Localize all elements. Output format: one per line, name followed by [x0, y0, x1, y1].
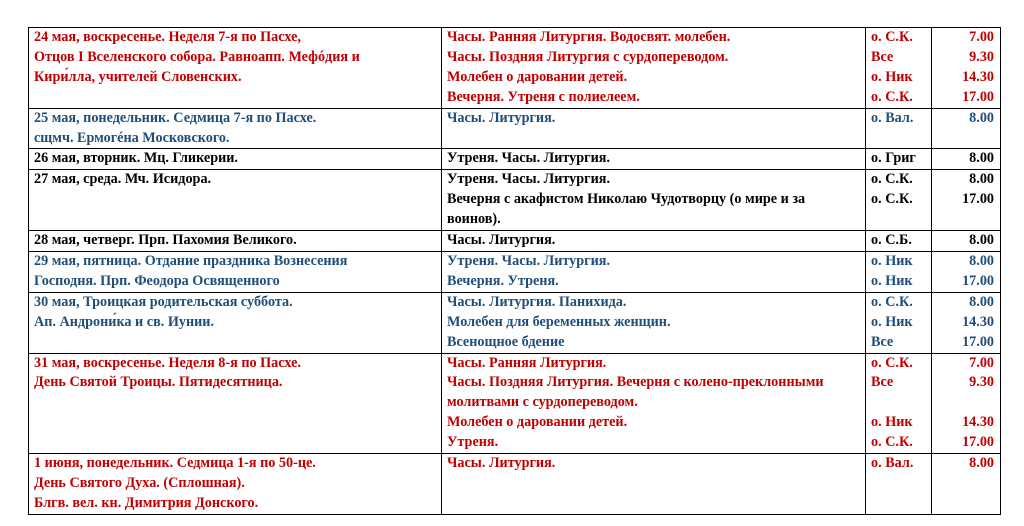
day-title-line: сщмч. Ермогéна Московского. [34, 129, 230, 146]
service-cell [442, 108, 866, 149]
time-cell [932, 28, 1001, 109]
priest-cell [866, 353, 932, 454]
service-name: Молебен для беременных женщин. [447, 313, 671, 330]
service-time: 9.30 [969, 374, 994, 391]
day-title-line: Блгв. вел. кн. Димитрия Донского. [34, 494, 259, 511]
priest-cell [866, 170, 932, 231]
day-title-line: 1 июня, понедельник. Седмица 1-я по 50-це. [34, 455, 316, 472]
priest-name: о. Вал. [871, 455, 914, 472]
day-cell [29, 353, 442, 454]
time-cell [932, 251, 1001, 292]
service-name: Молебен о даровании детей. [447, 414, 628, 431]
schedule-row [29, 251, 1001, 292]
priest-name: о. Ник [871, 272, 913, 289]
service-name: Всенощное бдение [447, 333, 565, 350]
service-name: Часы. Литургия. [447, 232, 556, 249]
time-cell [932, 149, 1001, 170]
priest-name: о. С.К. [871, 191, 913, 208]
time-cell [932, 353, 1001, 454]
day-cell [29, 231, 442, 252]
day-title-line: 31 мая, воскресенье. Неделя 8-я по Пасхе. [34, 354, 301, 371]
priest-name: о. С.К. [871, 171, 913, 188]
schedule-body [29, 28, 1001, 515]
day-cell [29, 454, 442, 515]
service-name: Часы. Поздняя Литургия с сурдопереводом. [447, 48, 729, 65]
day-title-line: Господня. Прп. Феодора Освященного [34, 272, 280, 289]
service-name: Вечерня. Утреня. [447, 272, 559, 289]
day-title-line: 30 мая, Троицкая родительская суббота. [34, 293, 293, 310]
service-cell [442, 251, 866, 292]
service-time: 14.30 [962, 68, 994, 85]
day-title-line: 26 мая, вторник. Мц. Гликерии. [34, 150, 238, 167]
service-cell [442, 454, 866, 515]
service-time: 8.00 [969, 171, 994, 188]
service-name: Вечерня с акафистом Николаю Чудотворцу (о мире и за воинов). [447, 191, 806, 228]
priest-cell [866, 292, 932, 353]
priest-name: о. С.К. [871, 354, 913, 371]
schedule-row [29, 149, 1001, 170]
priest-name: о. Григ [871, 150, 916, 167]
service-time: 8.00 [969, 252, 994, 269]
priest-name: о. Ник [871, 68, 913, 85]
time-cell [932, 108, 1001, 149]
day-title-line: Ап. Андрони́ка и св. Иунии. [34, 313, 215, 330]
service-time: 8.00 [969, 455, 994, 472]
priest-cell [866, 108, 932, 149]
service-name: Часы. Литургия. Панихида. [447, 293, 627, 310]
priest-cell [866, 251, 932, 292]
service-name: Часы. Литургия. [447, 455, 556, 472]
service-cell [442, 353, 866, 454]
priest-name: о. С.К. [871, 29, 913, 45]
service-time: 8.00 [969, 232, 994, 249]
priest-name: о. Ник [871, 414, 913, 431]
service-cell [442, 292, 866, 353]
priest-name: о. С.К. [871, 434, 913, 451]
service-cell [442, 149, 866, 170]
service-time: 9.30 [969, 48, 994, 65]
schedule-row [29, 108, 1001, 149]
time-cell [932, 231, 1001, 252]
service-name: Утреня. Часы. Литургия. [447, 252, 611, 269]
service-time: 14.30 [962, 313, 994, 330]
priest-name: о. С.Б. [871, 232, 912, 249]
schedule-table [28, 27, 1001, 515]
schedule-row [29, 353, 1001, 454]
priest-name: о. Ник [871, 313, 913, 330]
service-time: 7.00 [969, 354, 994, 371]
priest-name: Все [871, 374, 894, 391]
day-title-line: 24 мая, воскресенье. Неделя 7-я по Пасхе, [34, 29, 301, 45]
day-cell [29, 28, 442, 109]
service-time: 17.00 [962, 272, 994, 289]
day-title-line: День Святой Троицы. Пятидесятница. [34, 374, 283, 391]
day-title-line: Кири́лла, учителей Словенских. [34, 68, 242, 85]
priest-cell [866, 231, 932, 252]
schedule-row [29, 454, 1001, 515]
priest-name: о. С.К. [871, 88, 913, 105]
time-cell [932, 292, 1001, 353]
service-time: 17.00 [962, 434, 994, 451]
service-name: Вечерня. Утреня с полиелеем. [447, 88, 640, 105]
schedule-row [29, 170, 1001, 231]
day-title-line: День Святого Духа. (Сплошная). [34, 474, 245, 491]
day-cell [29, 170, 442, 231]
schedule-row [29, 231, 1001, 252]
service-time: 17.00 [962, 333, 994, 350]
day-title-line: 25 мая, понедельник. Седмица 7-я по Пасхе. [34, 109, 317, 126]
schedule-row [29, 28, 1001, 109]
service-name: Часы. Ранняя Литургия. Водосвят. молебен. [447, 29, 731, 45]
priest-cell [866, 149, 932, 170]
service-time: 8.00 [969, 109, 994, 126]
priest-name: о. С.К. [871, 293, 913, 310]
priest-name: о. Ник [871, 252, 913, 269]
service-cell [442, 170, 866, 231]
day-title-line: 27 мая, среда. Мч. Исидора. [34, 171, 212, 188]
service-name: Молебен о даровании детей. [447, 68, 628, 85]
service-time: 7.00 [969, 29, 994, 45]
day-title-line: Отцов I Вселенского собора. Равноапп. Мефóдия и [34, 48, 360, 65]
day-cell [29, 108, 442, 149]
day-cell [29, 251, 442, 292]
day-cell [29, 149, 442, 170]
schedule-row [29, 292, 1001, 353]
day-title-line: 29 мая, пятница. Отдание праздника Вознесения [34, 252, 348, 269]
service-name: Часы. Поздняя Литургия. Вечерня с колено-преклонными молитвами с сурдопереводом. [447, 374, 824, 411]
day-title-line: 28 мая, четверг. Прп. Пахомия Великого. [34, 232, 297, 249]
priest-cell [866, 28, 932, 109]
service-name: Часы. Литургия. [447, 109, 556, 126]
service-time: 17.00 [962, 88, 994, 105]
time-cell [932, 454, 1001, 515]
priest-name: о. Вал. [871, 109, 914, 126]
time-cell [932, 170, 1001, 231]
priest-cell [866, 454, 932, 515]
priest-name: Все [871, 48, 894, 65]
service-name: Утреня. [447, 434, 499, 451]
service-name: Утреня. Часы. Литургия. [447, 150, 611, 167]
service-time: 8.00 [969, 293, 994, 310]
service-cell [442, 231, 866, 252]
service-name: Часы. Ранняя Литургия. [447, 354, 607, 371]
day-cell [29, 292, 442, 353]
service-time: 14.30 [962, 414, 994, 431]
priest-name: Все [871, 333, 894, 350]
service-time: 8.00 [969, 150, 994, 167]
service-time: 17.00 [962, 191, 994, 208]
service-name: Утреня. Часы. Литургия. [447, 171, 611, 188]
service-cell [442, 28, 866, 109]
